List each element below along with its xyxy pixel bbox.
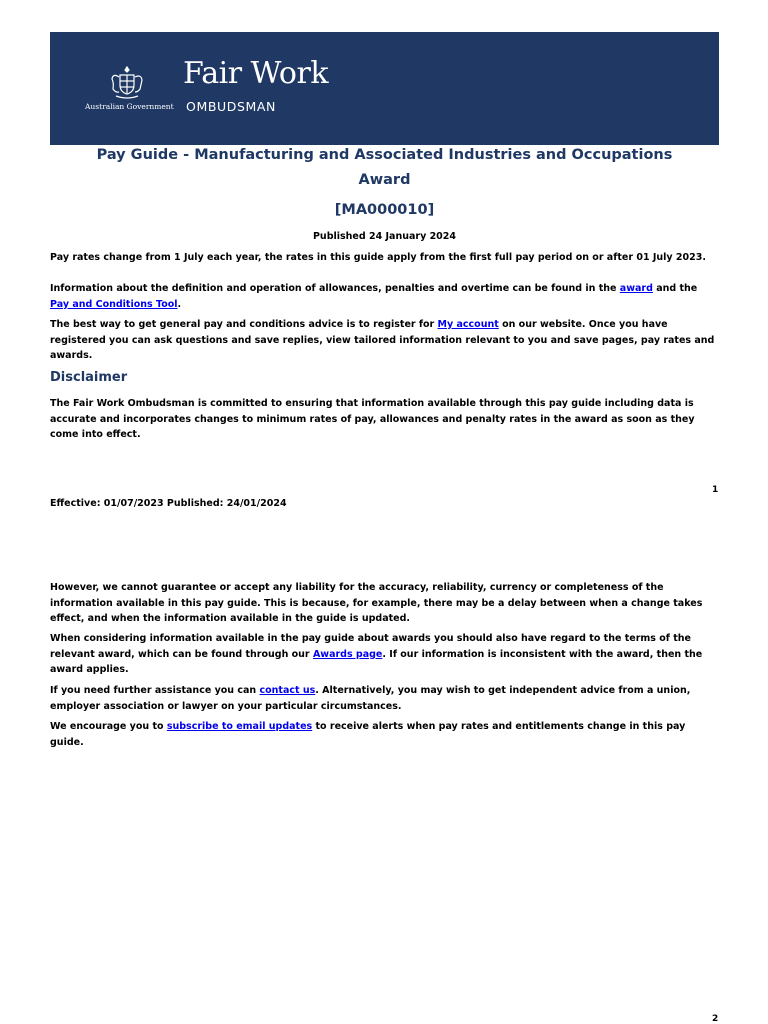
subscribe-text-b: to receive alerts when pay rates and entitlements change in this pay guide. [50, 721, 686, 748]
header-banner [50, 32, 719, 145]
published-date: Published 24 January 2024 [312, 231, 457, 242]
page-number-2: 2 [712, 1014, 719, 1024]
allowances-text-a: Information about the definition and operation of allowances, penalties and overtime can be found in the [50, 283, 620, 294]
contact-text-a: If you need further assistance you can [50, 685, 260, 696]
subscribe-text-a: We encourage you to [50, 721, 167, 732]
government-label: Australian Government [85, 102, 174, 111]
contact-us-link[interactable]: contact us [259, 685, 316, 696]
my-account-text-a: The best way to get general pay and conditions advice is to register for [50, 319, 438, 330]
awards-page-text-a: When considering information available in the pay guide about awards you should also have regard to the terms of the relevant award, which can be found through our [50, 633, 691, 660]
award-link[interactable]: award [619, 283, 653, 294]
subscribe-paragraph [50, 719, 718, 750]
contact-text-b: . Alternatively, you may wish to get independent advice from a union, employer association or lawyer on your particular circumstances. [50, 685, 691, 712]
contact-paragraph [50, 683, 718, 714]
awards-page-text-b: . If our information is inconsistent with the award, then the award applies. [50, 648, 703, 675]
pay-rates-paragraph: Pay rates change from 1 July each year, the rates in this guide apply from the first full pay period on or after 01 July 2023. [50, 252, 706, 263]
awards-page-paragraph [50, 631, 718, 678]
pay-conditions-tool-link[interactable]: Pay and Conditions Tool [50, 298, 178, 310]
my-account-paragraph [50, 317, 718, 364]
footer-effective-published: Effective: 01/07/2023 Published: 24/01/2024 [50, 498, 287, 509]
brand-title: Fair Work [183, 56, 329, 91]
page-number-1: 1 [712, 485, 719, 495]
award-code: [MA000010] [334, 202, 435, 218]
coat-of-arms-icon [108, 65, 146, 101]
my-account-text-b: on our website. Once you have registered you can ask questions and save replies, view tailored information relevant to you and save pages, pay rates and awards. [50, 319, 715, 361]
liability-paragraph: However, we cannot guarantee or accept any liability for the accuracy, reliability, currency or completeness of the information available in this pay guide. This is because, for example, there may be a delay between when a change takes effect, and when the information available in the guide is updated. [50, 582, 703, 624]
document-title-line2: Award [358, 172, 411, 188]
allowances-text-c: . [177, 298, 182, 310]
disclaimer-heading: Disclaimer [50, 370, 128, 385]
brand-subtitle: OMBUDSMAN [186, 99, 276, 114]
allowances-text-b: and the [652, 283, 698, 294]
awards-page-link[interactable]: Awards page [312, 648, 383, 660]
disclaimer-paragraph: The Fair Work Ombudsman is committed to ensuring that information available through this pay guide including data is accurate and incorporates changes to minimum rates of pay, allowances and penalty rates in the award as soon as they come into effect. [50, 398, 695, 440]
allowances-paragraph [50, 281, 718, 312]
my-account-link[interactable]: My account [437, 319, 499, 330]
document-title-line1: Pay Guide - Manufacturing and Associated Industries and Occupations [96, 147, 673, 163]
subscribe-link[interactable]: subscribe to email updates [166, 721, 313, 732]
